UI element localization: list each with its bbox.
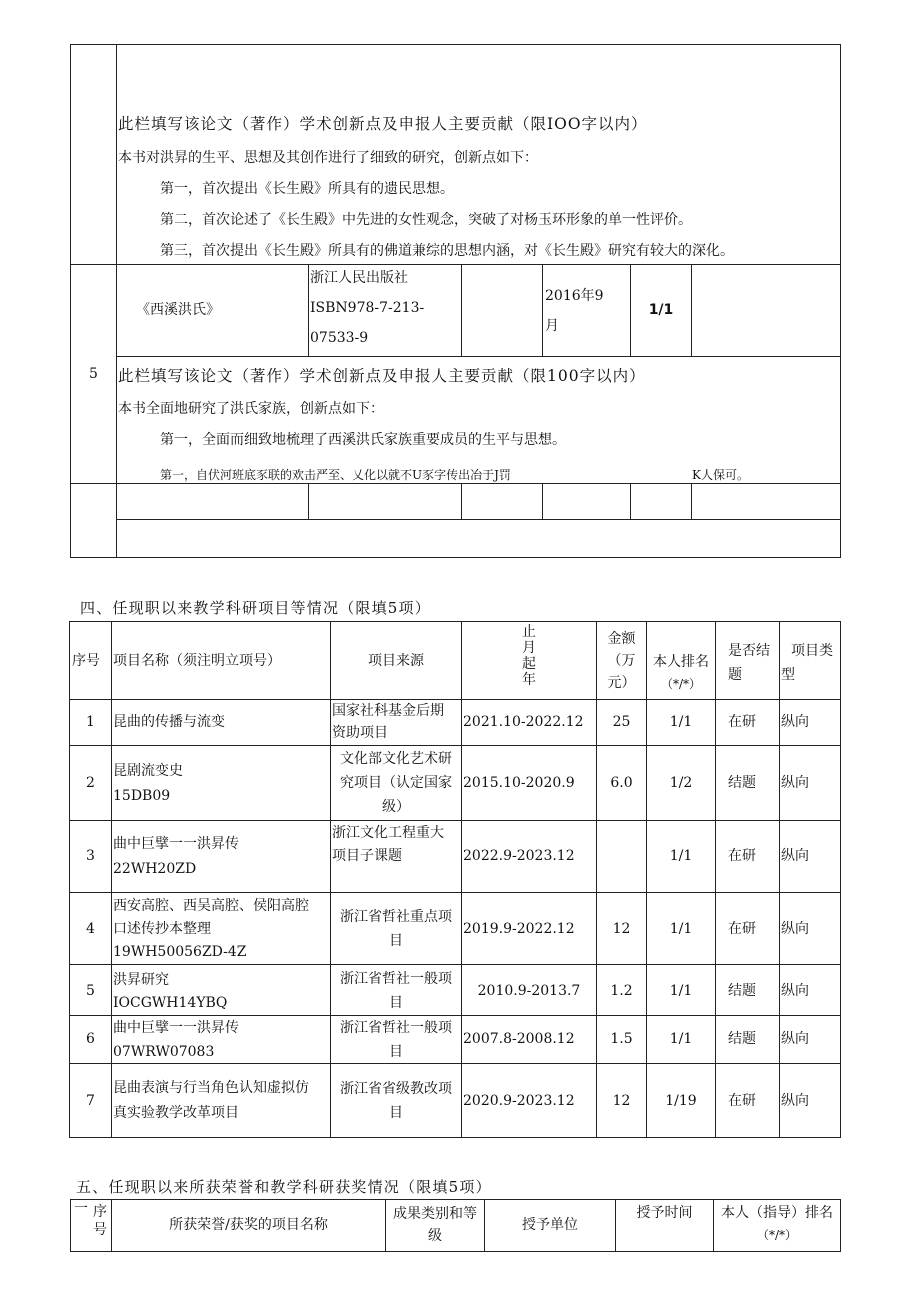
row5-title: 《西溪洪氏》 [136, 302, 220, 318]
block4-instruction: 此栏填写该论文（著作）学术创新点及申报人主要贡献（限IOO字以内） [118, 115, 648, 133]
row5-point-2-left: 第一，自伏河班底豕联的欢击严至、乂化以就不U豕字传出冶于J罚 [160, 468, 511, 482]
row5-rank: 1/1 [648, 302, 674, 318]
section5-heading: 五、任现职以来所获荣誉和教学科研获奖情况（限填5项） [76, 1178, 492, 1196]
header-org: 授予单位 [522, 1217, 578, 1233]
block4-point-2: 第二，首次论述了《长生殿》中先进的女性观念，突破了对杨玉环形象的单一性评价。 [160, 212, 692, 228]
row5-publisher-line1: 浙江人民出版社 [310, 270, 408, 286]
block4-point-1: 第一，首次提出《长生殿》所具有的遗民思想。 [160, 181, 454, 197]
header-source: 项目来源 [368, 653, 424, 669]
block4-intro: 本书对洪昇的生平、思想及其创作进行了细致的研究，创新点如下： [118, 150, 538, 166]
header-time: 授予时间 [636, 1205, 693, 1221]
header-rank: 本人（指导）排名 （*/*） [721, 1205, 833, 1242]
row5-date-line2: 月 [545, 318, 559, 334]
header-name: 项目名称（须注明立项号） [113, 653, 281, 669]
header-seq-mark: 一 [74, 1201, 88, 1217]
header-category: 成果类别和等 级 [393, 1206, 477, 1244]
section4-heading: 四、任现职以来教学科研项目等情况（限填5项） [80, 599, 431, 617]
row5-point-2-right: K人保可。 [692, 468, 749, 482]
header-rank: 本人排名 （*/*） [653, 654, 709, 691]
row5-point-1: 第一，全面而细致地梳理了西溪洪氏家族重要成员的生平与思想。 [160, 432, 566, 448]
header-seq: 序号 [72, 653, 100, 669]
header-period: 止 月 起 年 [522, 624, 536, 688]
block4-point-3: 第三，首次提出《长生殿》所具有的佛道兼综的思想内涵，对《长生殿》研究有较大的深化。 [160, 243, 734, 259]
row5-instruction: 此栏填写该论文（著作）学术创新点及申报人主要贡献（限100字以内） [118, 367, 646, 385]
header-concluded: 是否结 题 [728, 643, 770, 683]
header-award-name: 所获荣誉/获奖的项目名称 [169, 1217, 328, 1233]
row5-number: 5 [89, 366, 98, 382]
row5-intro: 本书全面地研究了洪氏家族，创新点如下： [118, 401, 384, 417]
row5-publisher-line3: 07533-9 [310, 330, 369, 346]
row5-date-line1: 2016年9 [545, 288, 604, 304]
row5-publisher-line2: ISBN978-7-213- [310, 300, 425, 316]
header-amount: 金额 （万 元） [607, 631, 636, 691]
header-type: 项目类 型 [781, 643, 833, 683]
header-seq: 序 号 [93, 1204, 107, 1238]
